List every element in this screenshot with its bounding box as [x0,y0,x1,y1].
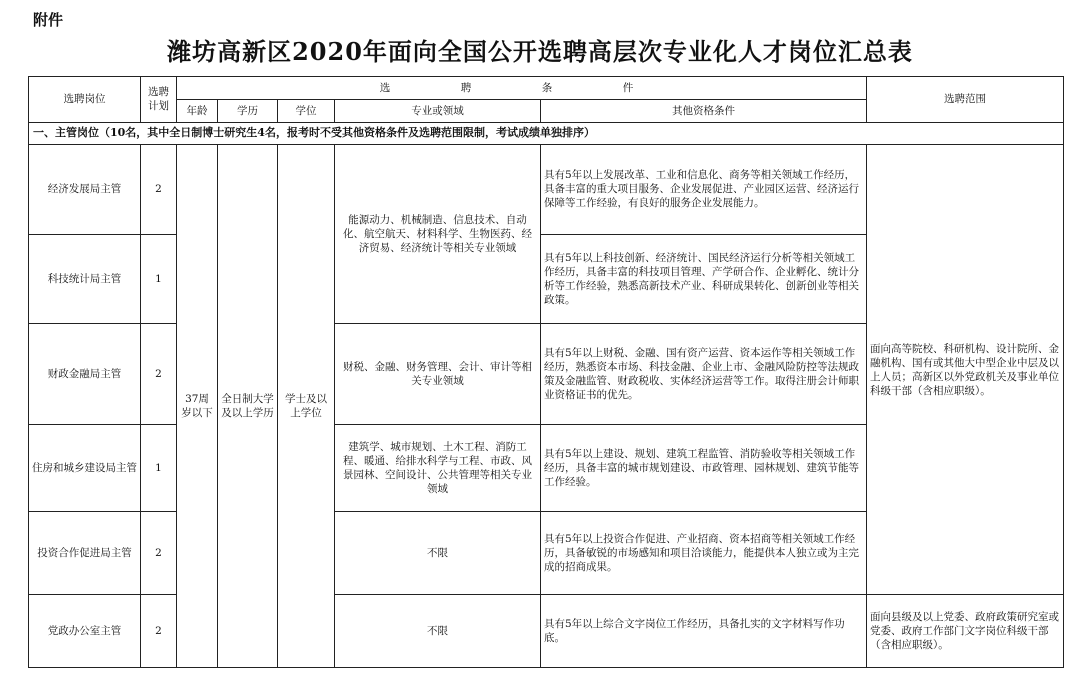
header-major: 专业或领域 [335,99,541,122]
major-cell: 建筑学、城市规划、土木工程、消防工程、暖通、给排水科学与工程、市政、风景园林、空间设计、公共管理等相关专业领域 [335,425,541,512]
position-cell: 财政金融局主管 [29,323,141,425]
education-cell: 全日制大学及以上学历 [218,145,278,668]
other-qualifications-cell: 具有5年以上投资合作促进、产业招商、资本招商等相关领域工作经历，具备敏锐的市场感知和项目洽谈能力，能提供本人独立或为主完成的招商成果。 [541,512,867,595]
age-cell: 37周岁以下 [177,145,218,668]
position-cell: 投资合作促进局主管 [29,512,141,595]
position-cell: 党政办公室主管 [29,595,141,668]
position-cell: 住房和城乡建设局主管 [29,425,141,512]
position-cell: 经济发展局主管 [29,145,141,234]
page-title: 潍坊高新区2020年面向全国公开选聘高层次专业化人才岗位汇总表 [167,37,913,66]
header-position: 选聘岗位 [29,77,141,123]
other-qualifications-cell: 具有5年以上财税、金融、国有资产运营、资本运作等相关领域工作经历，熟悉资本市场、科技金融、企业上市、金融风险防控等法规政策及金融监管、财政税收、实体经济运营等工作。取得注册会计师职业资格证书的优先。 [541,323,867,425]
header-scope: 选聘范围 [867,77,1064,123]
header-other: 其他资格条件 [541,99,867,122]
scope-cell: 面向县级及以上党委、政府政策研究室或党委、政府工作部门文字岗位科级干部（含相应职级）。 [867,595,1064,668]
positions-table [28,76,1064,668]
scope-cell: 面向高等院校、科研机构、设计院所、金融机构、国有或其他大中型企业中层及以上人员；高新区以外党政机关及事业单位科级干部（含相应职级）。 [867,145,1064,595]
major-cell: 不限 [335,595,541,668]
degree-cell: 学士及以上学位 [278,145,335,668]
header-degree: 学位 [278,99,335,122]
other-qualifications-cell: 具有5年以上发展改革、工业和信息化、商务等相关领域工作经历，具备丰富的重大项目服务、企业发展促进、产业园区运营、经济运行保障等工作经验，有良好的服务企业发展能力。 [541,145,867,234]
major-cell: 能源动力、机械制造、信息技术、自动化、航空航天、材料科学、生物医药、经济贸易、经济统计等相关专业领域 [335,145,541,323]
section-title: 一、主管岗位（10名，其中全日制博士研究生4名，报考时不受其他资格条件及选聘范围限制，考试成绩单独排序） [29,122,1064,145]
header-age: 年龄 [177,99,218,122]
header-plan: 选聘计划 [141,77,177,123]
major-cell: 不限 [335,512,541,595]
plan-cell: 2 [141,323,177,425]
position-cell: 科技统计局主管 [29,234,141,323]
major-cell: 财税、金融、财务管理、会计、审计等相关专业领域 [335,323,541,425]
table-row [29,145,1064,234]
attachment-label: 附件 [33,11,64,29]
other-qualifications-cell: 具有5年以上综合文字岗位工作经历，具备扎实的文字材料写作功底。 [541,595,867,668]
plan-cell: 2 [141,145,177,234]
header-education: 学历 [218,99,278,122]
other-qualifications-cell: 具有5年以上科技创新、经济统计、国民经济运行分析等相关领域工作经历，具备丰富的科技项目管理、产学研合作、企业孵化、统计分析等工作经验，熟悉高新技术产业、科研成果转化、创新创业等相关政策。 [541,234,867,323]
plan-cell: 2 [141,512,177,595]
other-qualifications-cell: 具有5年以上建设、规划、建筑工程监管、消防验收等相关领域工作经历，具备丰富的城市规划建设、市政管理、园林规划、建筑节能等工作经验。 [541,425,867,512]
plan-cell: 1 [141,234,177,323]
header-conditions: 选 聘 条 件 [177,77,867,100]
plan-cell: 1 [141,425,177,512]
plan-cell: 2 [141,595,177,668]
